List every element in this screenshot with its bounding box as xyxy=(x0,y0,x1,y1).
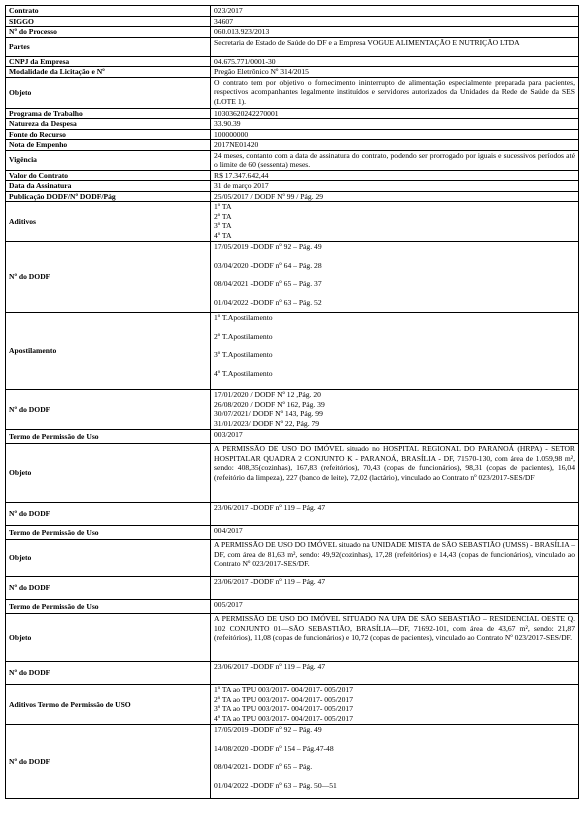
row-value: 060.013.923/2013 xyxy=(211,27,579,38)
list-item: 01/04/2022 -DODF nº 63 – Pág. 50—51 xyxy=(214,780,337,790)
contract-summary-sheet xyxy=(5,5,579,799)
table-row xyxy=(6,526,579,540)
apostilamento-list xyxy=(211,313,579,390)
list-item: 01/04/2022 -DODF nº 63 – Pág. 52 xyxy=(214,297,322,307)
list-item: 31/01/2023/ DODF Nº 22, Pág. 79 xyxy=(214,418,320,428)
list-item: 2º T.Apostilamento xyxy=(214,331,273,341)
row-label: Objeto xyxy=(6,614,211,662)
list-item: 2º TA ao TPU 003/2017- 004/2017- 005/2017 xyxy=(214,694,353,704)
list-item: 08/04/2021 -DODF nº 65 – Pág. 37 xyxy=(214,279,322,288)
table-row xyxy=(6,6,579,17)
table-row xyxy=(6,119,579,130)
row-value: 25/05/2017 / DODF Nº 99 / Pág. 29 xyxy=(211,191,579,202)
list-item: 1º TA ao TPU 003/2017- 004/2017- 005/2017 xyxy=(214,685,353,694)
row-label: Nº do DODF xyxy=(6,577,211,600)
table-row xyxy=(6,150,579,170)
row-label: Nº do Processo xyxy=(6,27,211,38)
row-value: 10303620242270001 xyxy=(211,108,579,119)
table-row xyxy=(6,108,579,119)
table-row xyxy=(6,725,579,799)
row-value: A PERMISSÃO DE USO DO IMÓVEL situado no HOSPITAL REGIONAL DO PARANOÁ (HRPA) - SETOR HOSPITALAR QUADRA 2 CONJUNTO K - PARANOÁ, BRASÍLIA - DF, 71570-130, com área de 1.059,98 m², sendo: 408,35(cozinhas), 167,83 (refeitórios), 70,43 (copas de funcionários), 98,31 (copas de pacientes), 16,04 (refeitório da limpeza), 227 (banco de leite), 72,02 (lactário), vinculado ao Contrato nº 023/2017-SES/DF xyxy=(211,444,579,503)
list-item: 30/07/2021/ DODF Nº 143, Pág. 99 xyxy=(214,409,323,418)
row-label: SIGGO xyxy=(6,16,211,27)
list-item: 08/04/2021- DODF nº 65 – Pág. xyxy=(214,762,313,771)
apostilamento-label: Apostilamento xyxy=(6,313,211,390)
row-label: Natureza da Despesa xyxy=(6,119,211,130)
list-item: 03/04/2020 -DODF nº 64 – Pág. 28 xyxy=(214,260,322,270)
table-row xyxy=(6,27,579,38)
row-value: 2017NE01420 xyxy=(211,140,579,151)
row-label: Termo de Permissão de Uso xyxy=(6,600,211,614)
row-label: Objeto xyxy=(6,540,211,577)
row-label: Data da Assinatura xyxy=(6,181,211,192)
row-label: Nº do DODF xyxy=(6,503,211,526)
list-item: 4º T.Apostilamento xyxy=(214,368,273,378)
row-value: 31 de março 2017 xyxy=(211,181,579,192)
aditivos-list xyxy=(211,202,579,242)
row-value: R$ 17.347.642,44 xyxy=(211,170,579,181)
row-label: Modalidade da Licitação e Nº xyxy=(6,67,211,78)
row-label: Vigência xyxy=(6,150,211,170)
table-row xyxy=(6,37,579,56)
table-row xyxy=(6,600,579,614)
list-item: 4º TA xyxy=(214,230,232,240)
list-item: 17/05/2019 -DODF nº 92 – Pág. 49 xyxy=(214,242,322,251)
table-row xyxy=(6,503,579,526)
row-value: 33.90.39 xyxy=(211,119,579,130)
row-value: 23/06/2017 -DODF nº 119 – Pág. 47 xyxy=(211,662,579,685)
list-item: 14/08/2020 -DODF nº 154 – Pág.47-48 xyxy=(214,743,334,753)
dodf-apostilamento-list xyxy=(211,390,579,430)
table-row xyxy=(6,313,579,390)
row-label: Objeto xyxy=(6,444,211,503)
row-label: Partes xyxy=(6,37,211,56)
row-label: Publicação DODF/Nº DODF/Pág xyxy=(6,191,211,202)
row-label: Termo de Permissão de Uso xyxy=(6,430,211,444)
table-row xyxy=(6,577,579,600)
table-row xyxy=(6,140,579,151)
table-row xyxy=(6,56,579,67)
row-value: 023/2017 xyxy=(211,6,579,17)
row-value: 34607 xyxy=(211,16,579,27)
list-item: 1º TA xyxy=(214,202,232,211)
table-row xyxy=(6,170,579,181)
list-item: 17/01/2020 / DODF Nº 12 ,Pág. 20 xyxy=(214,390,321,399)
row-value: Secretaria de Estado de Saúde do DF e a Empresa VOGUE ALIMENTAÇÃO E NUTRIÇÃO LTDA xyxy=(211,37,579,56)
row-value: A PERMISSÃO DE USO DO IMÓVEL situado na UNIDADE MISTA de SÃO SEBASTIÃO (UMSS) - BRASÍLIA – DF, com área de 81,63 m², sendo: 49,92(cozinhas), 17,28 (refeitórios) e 14,43 (copas de funcionários), vinculado ao Contrato Nº 023/2017-SES/DF. xyxy=(211,540,579,577)
list-item: 2º TA xyxy=(214,211,232,221)
table-row xyxy=(6,614,579,662)
row-label: Nota de Empenho xyxy=(6,140,211,151)
table-row xyxy=(6,685,579,725)
dodf-aditivos-label: Nº do DODF xyxy=(6,242,211,313)
table-row xyxy=(6,129,579,140)
aditivos-tpu-label: Aditivos Termo de Permissão de USO xyxy=(6,685,211,725)
table-row xyxy=(6,390,579,430)
aditivos-tpu-list xyxy=(211,685,579,725)
row-value: Pregão Eletrônico Nº 314/2015 xyxy=(211,67,579,78)
table-row xyxy=(6,202,579,242)
table-row xyxy=(6,77,579,108)
row-value: 23/06/2017 -DODF nº 119 – Pág. 47 xyxy=(211,503,579,526)
table-row xyxy=(6,67,579,78)
aditivos-label: Aditivos xyxy=(6,202,211,242)
row-value: 005/2017 xyxy=(211,600,579,614)
table-row xyxy=(6,242,579,313)
list-item: 17/05/2019 -DODF nº 92 – Pág. 49 xyxy=(214,725,322,734)
dodf-aditivos-list xyxy=(211,242,579,313)
table-row xyxy=(6,662,579,685)
dodf-aditivos-tpu-list xyxy=(211,725,579,799)
list-item: 3º TA xyxy=(214,221,232,230)
dodf-apostilamento-label: Nº do DODF xyxy=(6,390,211,430)
row-label: Objeto xyxy=(6,77,211,108)
list-item: 3º TA ao TPU 003/2017- 004/2017- 005/2017 xyxy=(214,704,353,713)
row-value: 004/2017 xyxy=(211,526,579,540)
list-item: 26/08/2020 / DODF Nº 162, Pág. 39 xyxy=(214,399,325,409)
dodf-aditivos-tpu-label: Nº do DODF xyxy=(6,725,211,799)
row-label: Nº do DODF xyxy=(6,662,211,685)
table-row xyxy=(6,430,579,444)
contract-table xyxy=(5,5,579,799)
table-row xyxy=(6,444,579,503)
row-value: 24 meses, contanto com a data de assinatura do contrato, podendo ser prorrogado por iguais e sucessivos períodos até o limite de 60 (sessenta) meses. xyxy=(211,150,579,170)
list-item: 1º T.Apostilamento xyxy=(214,313,273,322)
row-value: 23/06/2017 -DODF nº 119 – Pág. 47 xyxy=(211,577,579,600)
table-row xyxy=(6,540,579,577)
list-item: 4º TA ao TPU 003/2017- 004/2017- 005/2017 xyxy=(214,713,353,723)
row-value: 04.675.771/0001-30 xyxy=(211,56,579,67)
table-row xyxy=(6,16,579,27)
row-value: 100000000 xyxy=(211,129,579,140)
row-label: Termo de Permissão de Uso xyxy=(6,526,211,540)
row-value: O contrato tem por objetivo o fornecimento ininterrupto de alimentação especialmente preparada para pacientes, respectivos acompanhantes legalmente instituídos e servidores autorizados da Unidades da Rede de Saúde da SES (LOTE 1). xyxy=(211,77,579,108)
row-label: Fonte do Recurso xyxy=(6,129,211,140)
row-value: A PERMISSÃO DE USO DO IMÓVEL SITUADO NA UPA DE SÃO SEBASTIÃO – RESIDENCIAL OESTE Q. 102 CONJUNTO 01—SÃO SEBASTIÃO, BRASÍLIA—DF, 71692-101, com área de 43,67 m², sendo: 21,87 (refeitórios), 11,08 (copas de funcionários) e 10,72 (copas de pacientes), vinculado ao Contrato Nº 023/2017-SES/DF. xyxy=(211,614,579,662)
row-value: 003/2017 xyxy=(211,430,579,444)
table-row xyxy=(6,191,579,202)
row-label: CNPJ da Empresa xyxy=(6,56,211,67)
row-label: Programa de Trabalho xyxy=(6,108,211,119)
table-row xyxy=(6,181,579,192)
row-label: Contrato xyxy=(6,6,211,17)
row-label: Valor do Contrato xyxy=(6,170,211,181)
list-item: 3º T.Apostilamento xyxy=(214,350,273,359)
